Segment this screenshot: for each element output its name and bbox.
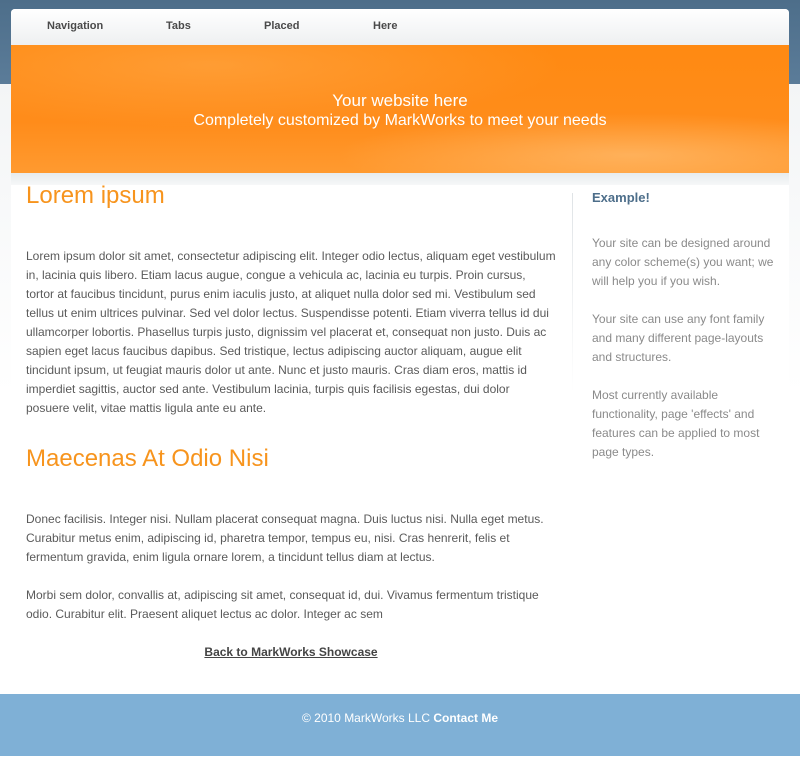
sidebar-paragraph-functionality: Most currently available functionality, page 'effects' and features can be applied to most page types. — [592, 388, 760, 459]
back-to-showcase-link[interactable]: Back to MarkWorks Showcase — [204, 645, 378, 659]
paragraph-morbi: Morbi sem dolor, convallis at, adipiscing sit amet, consequat id, dui. Vivamus fermentum tristique odio. Curabitur elit. Praesent aliquet lectus ac dolor. Integer ac sem — [26, 588, 539, 621]
sidebar — [592, 190, 778, 481]
banner-subtitle: Completely customized by MarkWorks to meet your needs — [193, 112, 607, 129]
header-banner — [11, 45, 789, 173]
nav-item-tabs[interactable]: Tabs — [166, 20, 191, 32]
banner-title: Your website here — [332, 91, 468, 110]
main-content — [26, 181, 556, 661]
heading-maecenas: Maecenas At Odio Nisi — [26, 445, 269, 472]
top-navigation — [11, 9, 789, 45]
nav-item-navigation[interactable]: Navigation — [47, 20, 104, 32]
sidebar-divider — [572, 193, 573, 393]
back-link-wrapper — [26, 643, 556, 661]
nav-item-here[interactable]: Here — [373, 20, 398, 32]
footer-copyright: © 2010 MarkWorks LLC — [301, 711, 430, 725]
nav-item-placed[interactable]: Placed — [264, 20, 300, 32]
footer — [0, 694, 800, 756]
paragraph-donec: Donec facilisis. Integer nisi. Nullam placerat consequat magna. Duis luctus nisi. Nulla eget metus. Curabitur metus enim, adipiscing id, pharetra tempor, tempus eu, nisi. Cras henrerit, felis et fermentum gravida, enim ligula ornare lorem, a tincidunt tellus diam at lectus. — [26, 512, 544, 564]
sidebar-paragraph-font: Your site can use any font family and many different page-layouts and structures. — [592, 312, 765, 364]
sidebar-heading: Example! — [592, 190, 650, 205]
contact-me-link[interactable]: Contact Me — [433, 711, 498, 725]
paragraph-lorem: Lorem ipsum dolor sit amet, consectetur adipiscing elit. Integer odio lectus, aliquam eget vestibulum in, lacinia quis libero. Etiam lacus augue, congue a vehicula ac, lacinia eu turpis. Proin cursus, tortor at faucibus tincidunt, purus enim iaculis justo, at aliquet nulla dolor sed mi. Vestibulum sed tellus ut enim ultrices pulvinar. Sed vel dolor lectus. Suspendisse potenti. Etiam viverra tellus id dui ullamcorper lobortis. Phasellus turpis justo, dignissim vel placerat et, consequat non justo. Duis ac sapien eget lacus faucibus dapibus. Sed tristique, lectus adipiscing auctor aliquam, augue elit tincidunt ipsum, ut feugiat mauris dolor ut ante. Nunc et justo mauris. Cras diam eros, mattis id imperdiet sagittis, auctor sed ante. Vestibulum lacinia, turpis quis facilisis egestas, dui dolor posuere velit, vitae mattis ligula ante eu ante. — [26, 249, 556, 415]
heading-lorem-ipsum: Lorem ipsum — [26, 182, 165, 209]
sidebar-paragraph-color: Your site can be designed around any color scheme(s) you want; we will help you if you wish. — [592, 236, 774, 288]
